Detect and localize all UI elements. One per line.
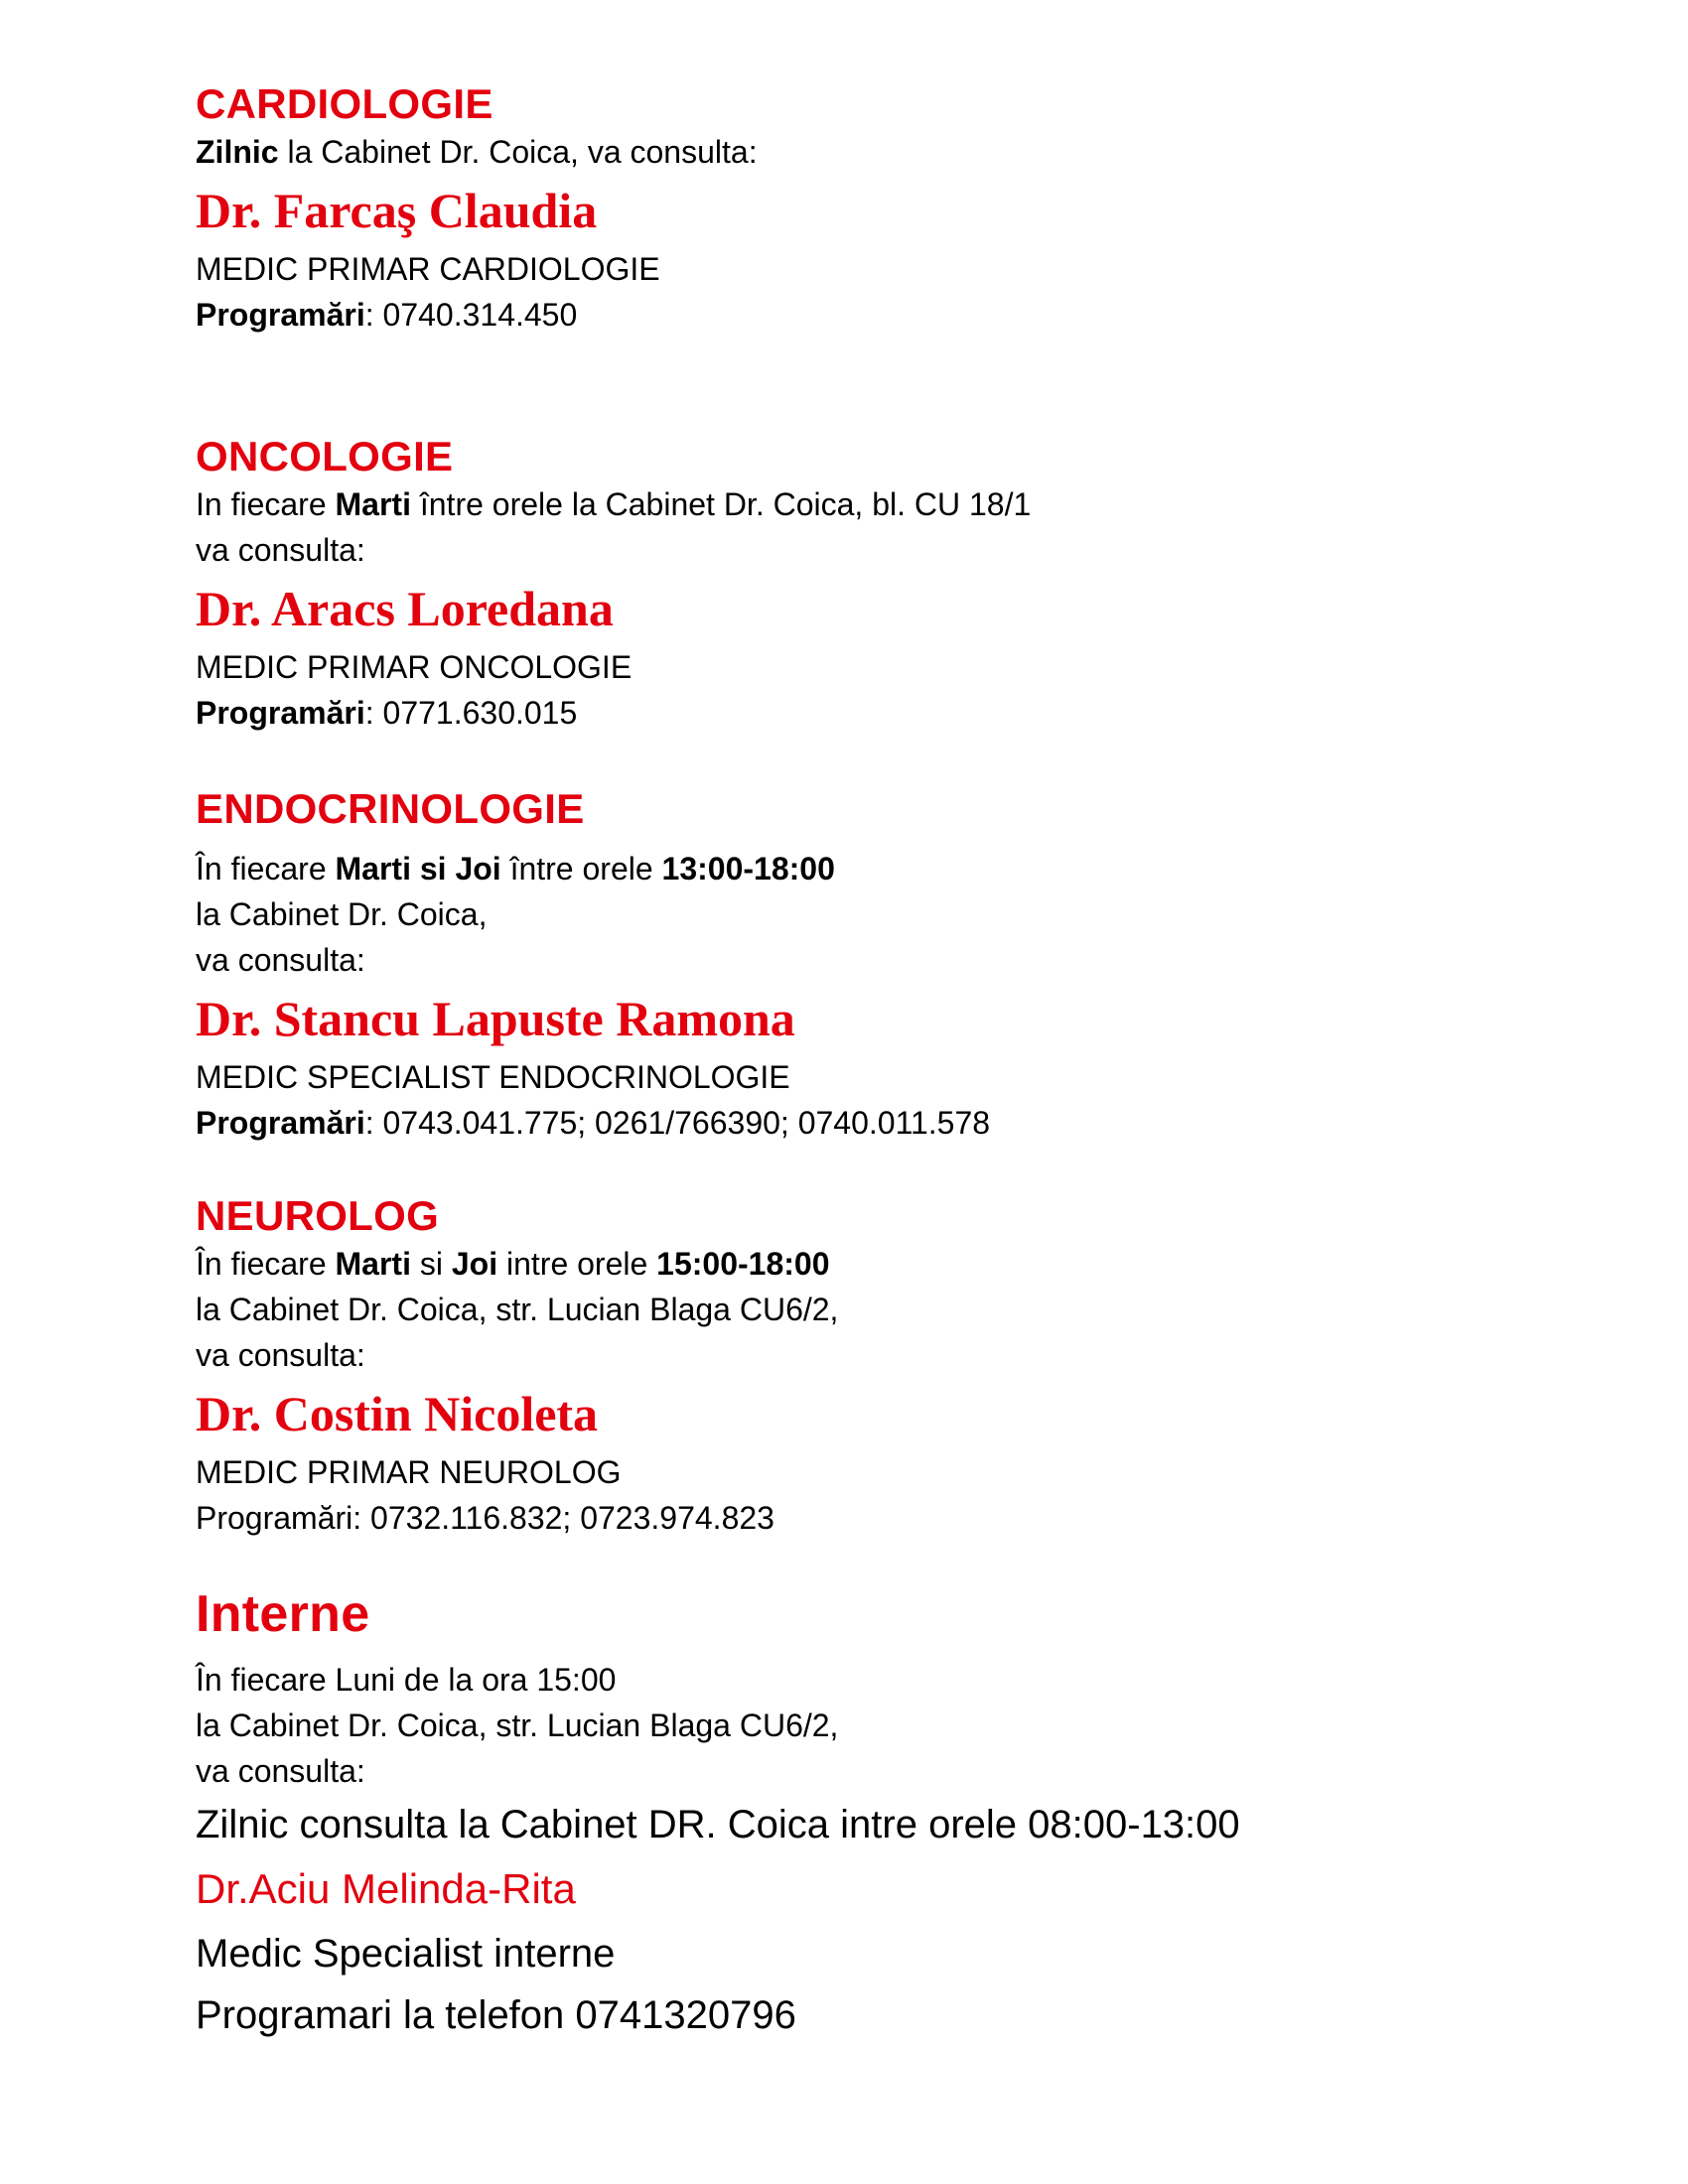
section-title-endocrinologie: ENDOCRINOLOGIE	[196, 785, 585, 832]
appointment-label: Programări	[196, 296, 365, 333]
appointment-line	[196, 690, 1031, 736]
schedule-text: si	[410, 1246, 452, 1283]
appointment-line: Programari la telefon 0741320796	[196, 1993, 796, 2038]
consult-line: va consulta:	[196, 1753, 365, 1790]
section-cardiologie	[196, 79, 758, 338]
schedule-line	[196, 846, 990, 891]
section-endocrinologie	[196, 784, 990, 1146]
consult-line: va consulta:	[196, 1337, 365, 1374]
daily-schedule-line: Zilnic consulta la Cabinet DR. Coica intre orele 08:00-13:00	[196, 1803, 1240, 1847]
schedule-line: În fiecare Luni de la ora 15:00	[196, 1662, 617, 1699]
doctor-role: Medic Specialist interne	[196, 1932, 616, 1977]
section-oncologie	[196, 432, 1031, 736]
schedule-line	[196, 129, 758, 175]
appointment-phone: : 0740.314.450	[364, 296, 578, 333]
consult-line: va consulta:	[196, 942, 365, 979]
schedule-text: În fiecare	[196, 851, 336, 887]
appointment-line	[196, 1100, 990, 1146]
doctor-name-neurolog: Dr. Costin Nicoleta	[196, 1386, 599, 1442]
doctor-role: MEDIC PRIMAR ONCOLOGIE	[196, 648, 633, 685]
appointment-phone: : 0771.630.015	[364, 694, 578, 731]
schedule-day: Marti	[335, 1246, 411, 1283]
appointment-label: Programări	[196, 1104, 365, 1141]
consult-line: va consulta:	[196, 532, 365, 569]
schedule-bold: Zilnic	[196, 134, 279, 171]
schedule-text: In fiecare	[196, 486, 336, 523]
location-line: la Cabinet Dr. Coica, str. Lucian Blaga CU6/2,	[196, 1707, 839, 1744]
section-neurolog	[196, 1191, 838, 1541]
schedule-rest: la Cabinet Dr. Coica, va consulta:	[278, 134, 758, 171]
schedule-line	[196, 481, 1031, 527]
location-line: la Cabinet Dr. Coica,	[196, 896, 488, 933]
location-line: la Cabinet Dr. Coica, str. Lucian Blaga CU6/2,	[196, 1292, 839, 1328]
schedule-days: Marti si Joi	[335, 851, 501, 887]
doctor-name-interne: Dr.Aciu Melinda-Rita	[196, 1865, 576, 1913]
schedule-line	[196, 1241, 838, 1287]
schedule-day: Joi	[451, 1246, 498, 1283]
doctor-role: MEDIC PRIMAR NEUROLOG	[196, 1453, 622, 1490]
schedule-text: între orele la Cabinet Dr. Coica, bl. CU 18/1	[410, 486, 1032, 523]
section-interne	[196, 1583, 1240, 2046]
doctor-name-endocrinologie: Dr. Stancu Lapuste Ramona	[196, 991, 795, 1047]
doctor-name-oncologie: Dr. Aracs Loredana	[196, 581, 614, 637]
schedule-text: intre orele	[497, 1246, 657, 1283]
section-title-interne: Interne	[196, 1585, 370, 1643]
section-title-neurolog: NEUROLOG	[196, 1192, 440, 1239]
appointment-phone: : 0743.041.775; 0261/766390; 0740.011.578	[364, 1104, 991, 1141]
section-title-cardiologie: CARDIOLOGIE	[196, 80, 493, 127]
schedule-day: Marti	[335, 486, 411, 523]
doctor-role: MEDIC PRIMAR CARDIOLOGIE	[196, 250, 660, 287]
appointment-line	[196, 292, 758, 338]
schedule-text: În fiecare	[196, 1246, 336, 1283]
doctor-role: MEDIC SPECIALIST ENDOCRINOLOGIE	[196, 1058, 790, 1095]
schedule-hours: 15:00-18:00	[656, 1246, 830, 1283]
doctor-name-cardiologie: Dr. Farcaş Claudia	[196, 183, 598, 239]
appointment-line: Programări: 0732.116.832; 0723.974.823	[196, 1499, 774, 1536]
schedule-text: între orele	[500, 851, 662, 887]
appointment-label: Programări	[196, 694, 365, 731]
section-title-oncologie: ONCOLOGIE	[196, 433, 454, 479]
schedule-hours: 13:00-18:00	[661, 851, 835, 887]
